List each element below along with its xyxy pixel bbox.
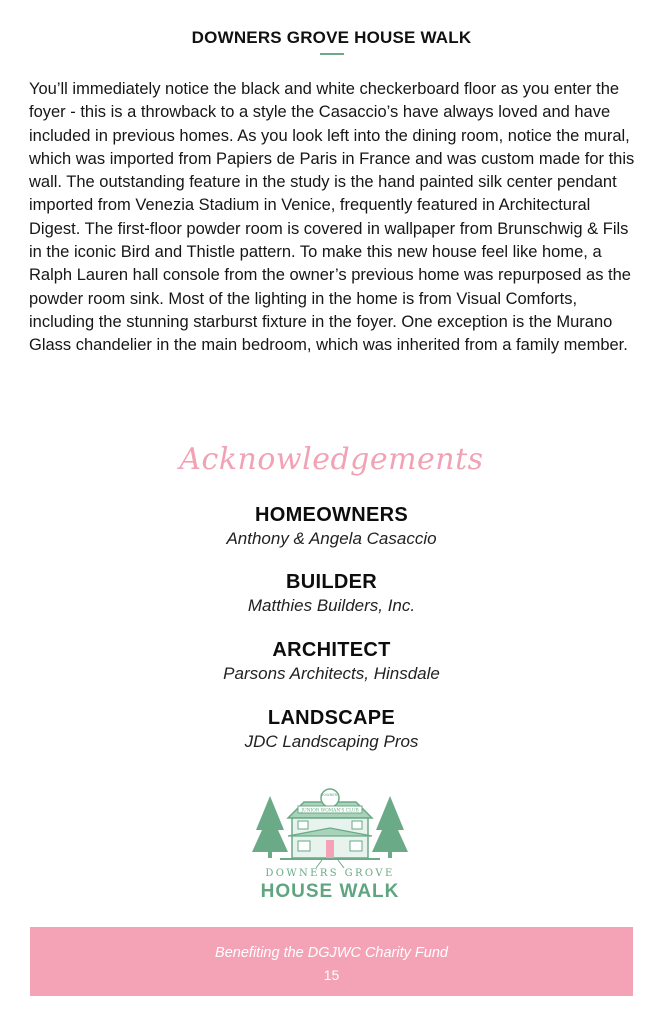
house-illustration-icon [240,788,420,868]
credit-name: Matthies Builders, Inc. [247,596,416,615]
title-divider [320,53,344,55]
house-walk-logo [240,788,420,913]
credit-role: BUILDER [286,571,377,593]
logo-subtitle: DOWNERS GROVE [265,868,395,879]
credit-builder [0,569,663,617]
page-title: DOWNERS GROVE HOUSE WALK [191,28,472,47]
badge-top-text: DOWNERS [320,793,340,797]
credit-role: ARCHITECT [272,639,391,661]
credit-name: Anthony & Angela Casaccio [226,529,437,548]
credit-homeowners [0,502,663,550]
footer-band [30,927,633,996]
credit-role: HOMEOWNERS [255,504,408,526]
credit-name: JDC Landscaping Pros [244,732,419,751]
page-number: 15 [323,967,340,983]
logo-title: HOUSE WALK [260,881,400,902]
house-description: You’ll immediately notice the black and white checkerboard floor as you enter the foyer - this is a throwback to a style the Casaccio’s have always loved and have included in previous homes. As you look left into the dining room, notice the mural, which was imported from Papiers de Paris in France and was custom made for this wall. The outstanding feature in the study is the hand painted silk center pendant imported from Venezia Stadium in Venice, frequently featured in Architectural Digest. The first-floor powder room is covered in wallpaper from Brunschwig & Fils in the iconic Bird and Thistle pattern. To make this new house feel like home, a Ralph Lauren hall console from the owner’s previous home was repurposed as the powder room sink. Most of the lighting in the home is from Visual Comforts, including the stunning starburst fixture in the foyer. One exception is the Murano Glass chandelier in the main bedroom, which was inherited from a family member. [29,80,635,355]
footer-tagline: Benefiting the DGJWC Charity Fund [215,945,448,961]
credit-architect [0,637,663,685]
credit-landscape [0,705,663,753]
banner-text: JUNIOR WOMAN'S CLUB [301,808,359,814]
acknowledgements-heading: Acknowledgements [179,442,484,477]
credit-name: Parsons Architects, Hinsdale [223,664,440,683]
credit-role: LANDSCAPE [267,707,396,729]
